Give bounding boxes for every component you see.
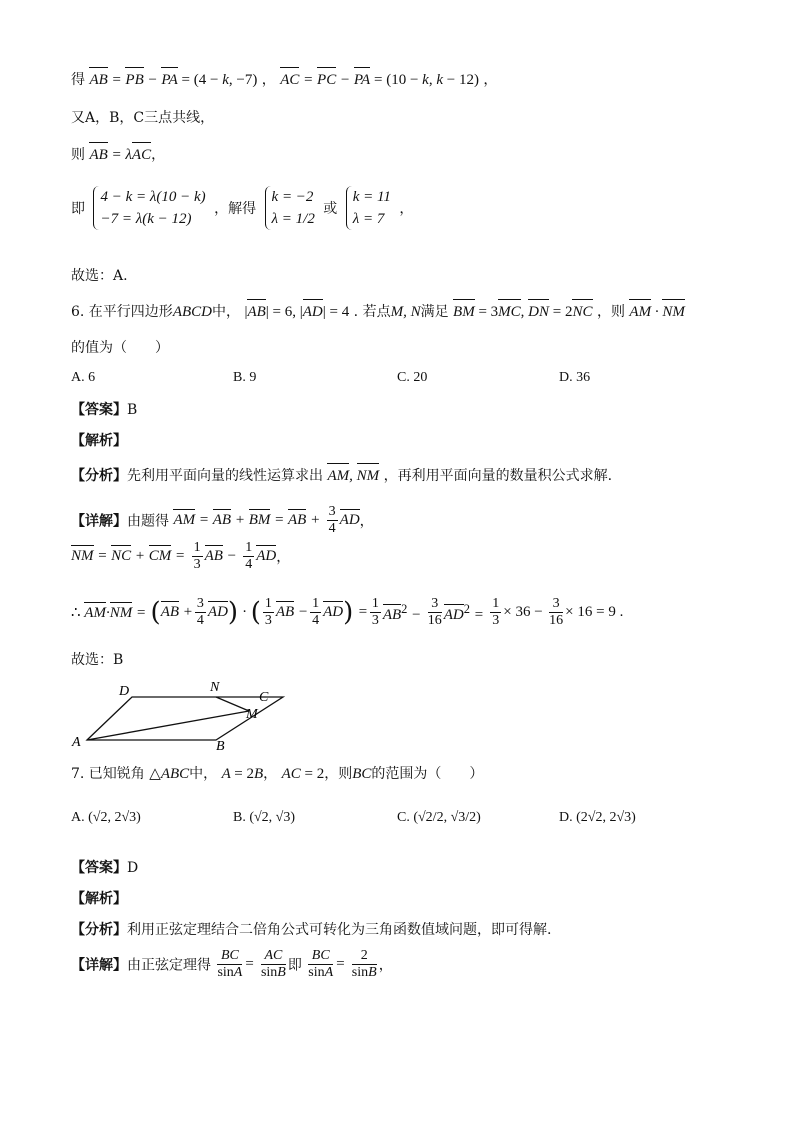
q6-detail-2: NM = NC + CM = $\frac{1}{3}$ AB − $\frac{1}{4}$ AD， [71, 540, 291, 572]
solution-line-5: 故选：A. [71, 268, 128, 284]
q6-option-c: C. 20 [397, 370, 428, 385]
q6-option-a: A. 6 [71, 370, 96, 385]
q6-answer: 【答案】B [71, 402, 138, 418]
q6-analysis-tag: 【解析】 [71, 433, 127, 449]
q6-option-b: B. 9 [233, 370, 257, 385]
q7-analysis: 【分析】利用正弦定理结合二倍角公式可转化为三角函数值域问题，即可得解. [71, 922, 552, 938]
q6-stem: 6. 在平行四边形ABCD中， |AB| = 6, |AD| = 4 . 若点M, N满足 BM = 3MC, DN = 2NC ，则 AM · NM [71, 304, 685, 320]
q7-option-c: C. (√2/2, √3/2) [397, 810, 481, 825]
q6-analysis: 【分析】先利用平面向量的线性运算求出 AM, NM ，再利用平面向量的数量积公式求解. [71, 468, 613, 484]
label-d: D [119, 684, 130, 699]
label-c: C [259, 690, 269, 705]
system-3: k = 11 λ = 7 [346, 186, 391, 230]
q7-analysis-tag: 【解析】 [71, 891, 127, 907]
q6-option-d: D. 36 [559, 370, 591, 385]
q6-detail-3: ∴ AM·NM = (AB + $\frac{3}{4}$ AD) · ( $\frac{1}{3}$ AB − $\frac{1}{4}$ AD) = $\frac{1}{3}$ $AB^2$ − $\frac{3}{16}$ $AD^2$ = $\frac{1}{3}$ × 36 − $\frac{3}{16}$ × 16 = 9 . [71, 596, 624, 628]
q7-option-d: D. (2√2, 2√3) [559, 810, 636, 825]
q7-stem: 7. 已知锐角 △ABC中， A = 2B， AC = 2，则BC的范围为（ ） [71, 766, 484, 782]
system-1: 4 − k = λ(10 − k) −7 = λ(k − 12) [93, 186, 205, 230]
equation-system-line: 即 4 − k = λ(10 − k) −7 = λ(k − 12) ，解得 k = −2 λ = 1/2 或 k = 11 λ = 7 ， [71, 186, 413, 230]
solution-line-1: 得 AB = PB − PA = (4 − k, −7) ， AC = PC − PA = (10 − k, k − 12) ， [71, 72, 498, 88]
label-b: B [216, 739, 225, 754]
q7-detail-1: 【详解】由正弦定理得 $\frac{BC}{\sin A}$ = $\frac{AC}{\sin B}$ 即 $\frac{BC}{\sin A}$ = $\frac{2}{\sin B}$ ， [71, 948, 393, 980]
q7-option-a: A. (√2, 2√3) [71, 810, 141, 825]
solution-line-2: 又A，B，C三点共线， [71, 110, 215, 126]
label-m: M [246, 707, 258, 722]
parallelogram-figure [66, 678, 286, 754]
q7-option-b: B. (√2, √3) [233, 810, 296, 825]
q6-conclusion: 故选：B [71, 652, 124, 668]
q6-detail-1: 【详解】由题得 AM = AB + BM = AB + $\frac{3}{4}$ AD， [71, 504, 374, 536]
label-a: A [72, 735, 81, 750]
q6-stem-2: 的值为（ ） [71, 340, 169, 356]
label-n: N [210, 680, 220, 695]
solution-line-3: 则 AB = λAC， [71, 147, 166, 163]
system-2: k = −2 λ = 1/2 [265, 186, 315, 230]
q7-answer: 【答案】D [71, 860, 139, 876]
